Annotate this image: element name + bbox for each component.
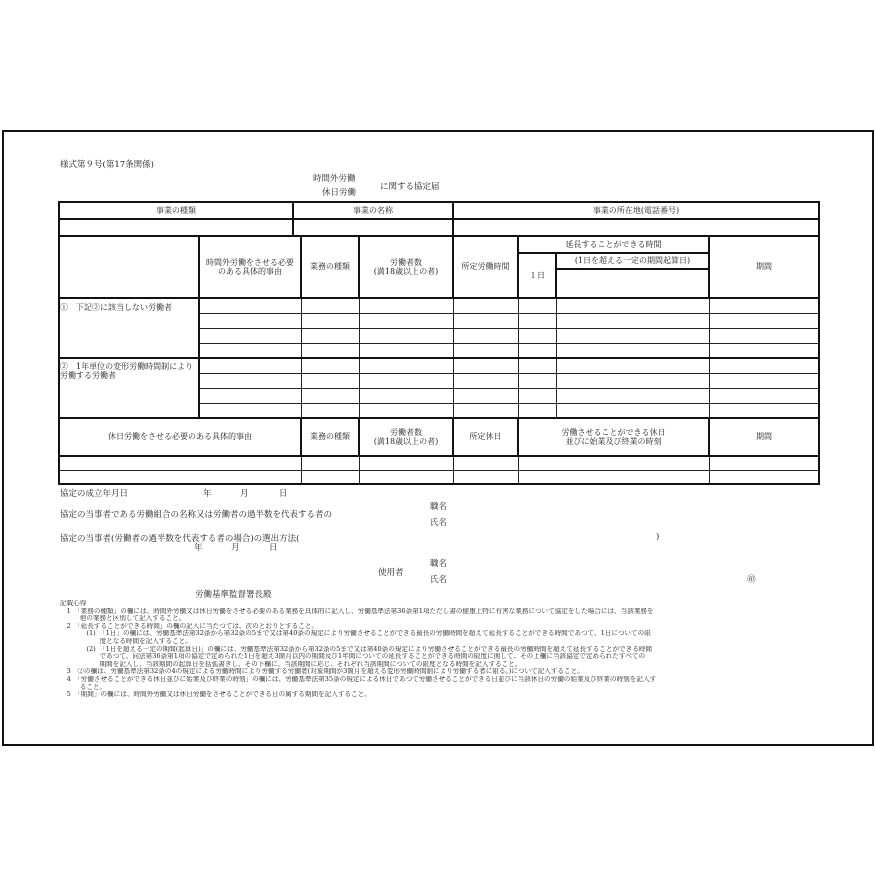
holiday-row bbox=[59, 456, 819, 470]
addressee-label: 労働基準監督署長殿 bbox=[195, 590, 272, 600]
section1-cell[interactable] bbox=[359, 313, 453, 328]
business-address-field[interactable] bbox=[453, 219, 819, 236]
workable-sub-label: 並びに始業及び終業の時刻 bbox=[565, 437, 662, 446]
section2-cell[interactable] bbox=[301, 388, 359, 403]
section1-cell[interactable] bbox=[518, 298, 556, 313]
workers-label: 労働者数 bbox=[390, 257, 422, 267]
section2-cell[interactable] bbox=[556, 358, 709, 373]
instruction-line: 他の業務と区別して記入すること。 bbox=[60, 615, 186, 623]
union-name-label: 氏名 bbox=[430, 518, 448, 528]
header-blank bbox=[59, 236, 199, 298]
holiday-workers-sub-label: (満18歳以上の者) bbox=[373, 437, 439, 446]
header-holiday-reason: 休日労働をさせる必要のある具体的事由 bbox=[59, 418, 301, 456]
cell[interactable] bbox=[518, 456, 709, 470]
header-holiday-period: 期間 bbox=[709, 418, 819, 456]
section2-cell[interactable] bbox=[453, 373, 518, 388]
section2-cell[interactable] bbox=[709, 373, 819, 388]
section1-cell[interactable] bbox=[556, 328, 709, 343]
month-label: 月 bbox=[240, 489, 249, 499]
section1-cell[interactable] bbox=[359, 298, 453, 313]
section2-cell[interactable] bbox=[453, 358, 518, 373]
agreement-date-label: 協定の成立年月日 bbox=[60, 489, 129, 499]
cell[interactable] bbox=[59, 456, 301, 470]
instruction-line: 2 「延長することができる時間」の欄の記入に当たつては、次のとおりとすること。 bbox=[60, 622, 319, 630]
instruction-line: 3 ②の欄は、労働基準法第32条の4の規定による労働時間により労働する労働者(対象期間が3箇月を超える変形労働時間制により労働する者に限る。)について記入すること。 bbox=[60, 668, 584, 676]
section2-cell[interactable] bbox=[518, 388, 556, 403]
section1-cell[interactable] bbox=[709, 328, 819, 343]
section1-cell[interactable] bbox=[518, 328, 556, 343]
section1-cell[interactable] bbox=[453, 298, 518, 313]
title-overtime: 時間外労働 bbox=[313, 174, 356, 184]
instruction-line: (1) 「1日」の欄には、労働基準法第32条から第32条の5まで又は第40条の規定により労働させることができる最長の労働時間を超えて延長することができる時間であつて、1日についての限 bbox=[60, 630, 651, 638]
section2-cell[interactable] bbox=[359, 358, 453, 373]
instruction-line: 度となる時間を記入すること。 bbox=[60, 637, 192, 645]
cell[interactable] bbox=[301, 456, 359, 470]
section1-cell[interactable] bbox=[556, 343, 709, 358]
instruction-line: であつて、同法第36条第1項の協定で定められた1日を超え3箇月以内の期間及び1年間についての延長することができる時間の限度に関して、その上欄に当該協定で定められたすべての bbox=[60, 653, 646, 661]
section2-cell[interactable] bbox=[709, 358, 819, 373]
section2-cell[interactable] bbox=[301, 358, 359, 373]
header-period: 期間 bbox=[709, 236, 819, 298]
year-label-2: 年 bbox=[194, 543, 203, 553]
section1-cell[interactable] bbox=[199, 343, 301, 358]
section1-cell[interactable] bbox=[199, 313, 301, 328]
cell[interactable] bbox=[359, 456, 453, 470]
employer-position-label: 職名 bbox=[430, 559, 448, 569]
section2-cell[interactable] bbox=[199, 388, 301, 403]
cell[interactable] bbox=[359, 470, 453, 484]
section2-cell[interactable] bbox=[199, 358, 301, 373]
header-business-address: 事業の所在地(電話番号) bbox=[453, 202, 819, 219]
day-label-2: 日 bbox=[269, 543, 278, 553]
header-business-name: 事業の名称 bbox=[293, 202, 453, 219]
section1-cell[interactable] bbox=[518, 343, 556, 358]
section2-cell[interactable] bbox=[301, 403, 359, 418]
section-table bbox=[58, 297, 820, 419]
section1-cell[interactable] bbox=[301, 343, 359, 358]
section2-cell[interactable] bbox=[556, 388, 709, 403]
holiday-row bbox=[59, 470, 819, 484]
instruction-line: (2) 「1日を超える一定の期間(起算日)」の欄には、労働基準法第32条から第32条の5まで又は第40条の規定により労働させることができる最長の労働時間を超えて延長することができる時間 bbox=[60, 645, 653, 653]
employer-label: 使用者 bbox=[378, 568, 404, 578]
section2-cell[interactable] bbox=[199, 403, 301, 418]
business-name-field[interactable] bbox=[293, 219, 453, 236]
section2-cell[interactable] bbox=[453, 403, 518, 418]
section1-cell[interactable] bbox=[359, 343, 453, 358]
employer-name-label: 氏名 bbox=[430, 575, 448, 585]
cell[interactable] bbox=[709, 470, 819, 484]
section1-label: ① 下記②に該当しない労働者 bbox=[60, 303, 172, 312]
cell[interactable] bbox=[59, 470, 301, 484]
section1-cell[interactable] bbox=[301, 298, 359, 313]
header-holiday-workers bbox=[359, 418, 453, 456]
overtime-table bbox=[58, 235, 820, 299]
form-number: 様式第９号(第17条関係) bbox=[60, 160, 154, 170]
header-workers bbox=[359, 236, 453, 298]
section2-cell[interactable] bbox=[709, 403, 819, 418]
instruction-line: 1 「業務の種類」の欄には、時間外労働又は休日労働をさせる必要のある業務を具体的に記入し、労働基準法第36条第1項ただし書の健康上特に有害な業務について協定をした場合には、当該業務を bbox=[60, 607, 654, 615]
over-one-day-sub-field[interactable] bbox=[556, 269, 709, 298]
section1-cell[interactable] bbox=[556, 298, 709, 313]
header-workable-holiday bbox=[518, 418, 709, 456]
section1-cell[interactable] bbox=[709, 343, 819, 358]
section2-cell[interactable] bbox=[453, 388, 518, 403]
title-holiday: 休日労働 bbox=[322, 188, 357, 198]
section1-cell[interactable] bbox=[453, 328, 518, 343]
cell[interactable] bbox=[518, 470, 709, 484]
seal-mark: ㊞ bbox=[747, 575, 756, 585]
section1-cell[interactable] bbox=[709, 298, 819, 313]
section1-cell[interactable] bbox=[453, 343, 518, 358]
header-business-type: 事業の種類 bbox=[59, 202, 293, 219]
workers-sub-label: (満18歳以上の者) bbox=[373, 267, 439, 276]
section1-cell[interactable] bbox=[518, 313, 556, 328]
section2-cell[interactable] bbox=[709, 388, 819, 403]
header-one-day: １日 bbox=[518, 253, 556, 298]
selection-close-paren: ) bbox=[656, 532, 660, 542]
header-reason: 時間外労働をさせる必要のある具体的事由 bbox=[199, 236, 301, 298]
day-label: 日 bbox=[279, 489, 288, 499]
section2-cell[interactable] bbox=[518, 403, 556, 418]
month-label-2: 月 bbox=[231, 543, 240, 553]
instruction-line: 4 「労働させることができる休日並びに始業及び終業の時刻」の欄には、労働基準法第35条の規定による休日であつて労働させることができる日並びに当該休日の労働の始業及び終業の時刻を記入す bbox=[60, 675, 657, 683]
business-info-table bbox=[58, 201, 820, 237]
section1-cell[interactable] bbox=[709, 313, 819, 328]
section1-cell[interactable] bbox=[301, 313, 359, 328]
title-suffix: に関する協定届 bbox=[380, 182, 440, 192]
header-over-one-day: (1日を超える一定の期間起算日) bbox=[556, 253, 709, 269]
header-extendable: 延長することができる時間 bbox=[518, 236, 709, 253]
union-rep-label: 協定の当事者である労働組合の名称又は労働者の過半数を代表する者の bbox=[60, 510, 333, 520]
cell[interactable] bbox=[453, 470, 518, 484]
section2-cell[interactable] bbox=[556, 403, 709, 418]
instruction-line: ること。 bbox=[60, 683, 107, 691]
selection-method-label: 協定の当事者(労働者の過半数を代表する者の場合)の選出方法( bbox=[60, 534, 300, 544]
instruction-line: 期間を記入し、当該期間の起算日を括弧書きし、その下欄に、当該期間に応じ、それぞれ当該期間についての限度となる時間を記入すること。 bbox=[60, 660, 522, 668]
section1-cell[interactable] bbox=[199, 298, 301, 313]
instruction-line: 5 「期間」の欄には、時間外労働又は休日労働をさせることができる日の属する期間を記入すること。 bbox=[60, 691, 371, 699]
union-position-label: 職名 bbox=[430, 502, 448, 512]
holiday-workers-label: 労働者数 bbox=[390, 427, 422, 437]
header-holiday-job-type: 業務の種類 bbox=[301, 418, 359, 456]
business-type-field[interactable] bbox=[59, 219, 293, 236]
instructions bbox=[60, 600, 820, 699]
cell[interactable] bbox=[453, 456, 518, 470]
workable-label: 労働させることができる休日 bbox=[561, 427, 666, 437]
section2-cell[interactable] bbox=[556, 373, 709, 388]
section1-cell[interactable] bbox=[453, 313, 518, 328]
header-job-type: 業務の種類 bbox=[301, 236, 359, 298]
section1-cell[interactable] bbox=[359, 328, 453, 343]
section2-cell[interactable] bbox=[518, 373, 556, 388]
cell[interactable] bbox=[709, 456, 819, 470]
instructions-heading: 記載心得 bbox=[60, 600, 87, 607]
section2-cell[interactable] bbox=[359, 403, 453, 418]
section1-cell[interactable] bbox=[556, 313, 709, 328]
section2-cell[interactable] bbox=[359, 373, 453, 388]
section2-cell[interactable] bbox=[301, 373, 359, 388]
header-fixed-holiday: 所定休日 bbox=[453, 418, 518, 456]
year-label: 年 bbox=[203, 489, 212, 499]
cell[interactable] bbox=[301, 470, 359, 484]
holiday-table bbox=[58, 417, 820, 485]
section1-cell[interactable] bbox=[301, 328, 359, 343]
header-fixed-hours: 所定労働時間 bbox=[453, 236, 518, 298]
section2-label: ② 1年単位の変形労働時間制により労働する労働者 bbox=[60, 362, 194, 380]
section2-cell[interactable] bbox=[359, 388, 453, 403]
section2-cell[interactable] bbox=[518, 358, 556, 373]
section2-cell[interactable] bbox=[199, 373, 301, 388]
section1-cell[interactable] bbox=[199, 328, 301, 343]
